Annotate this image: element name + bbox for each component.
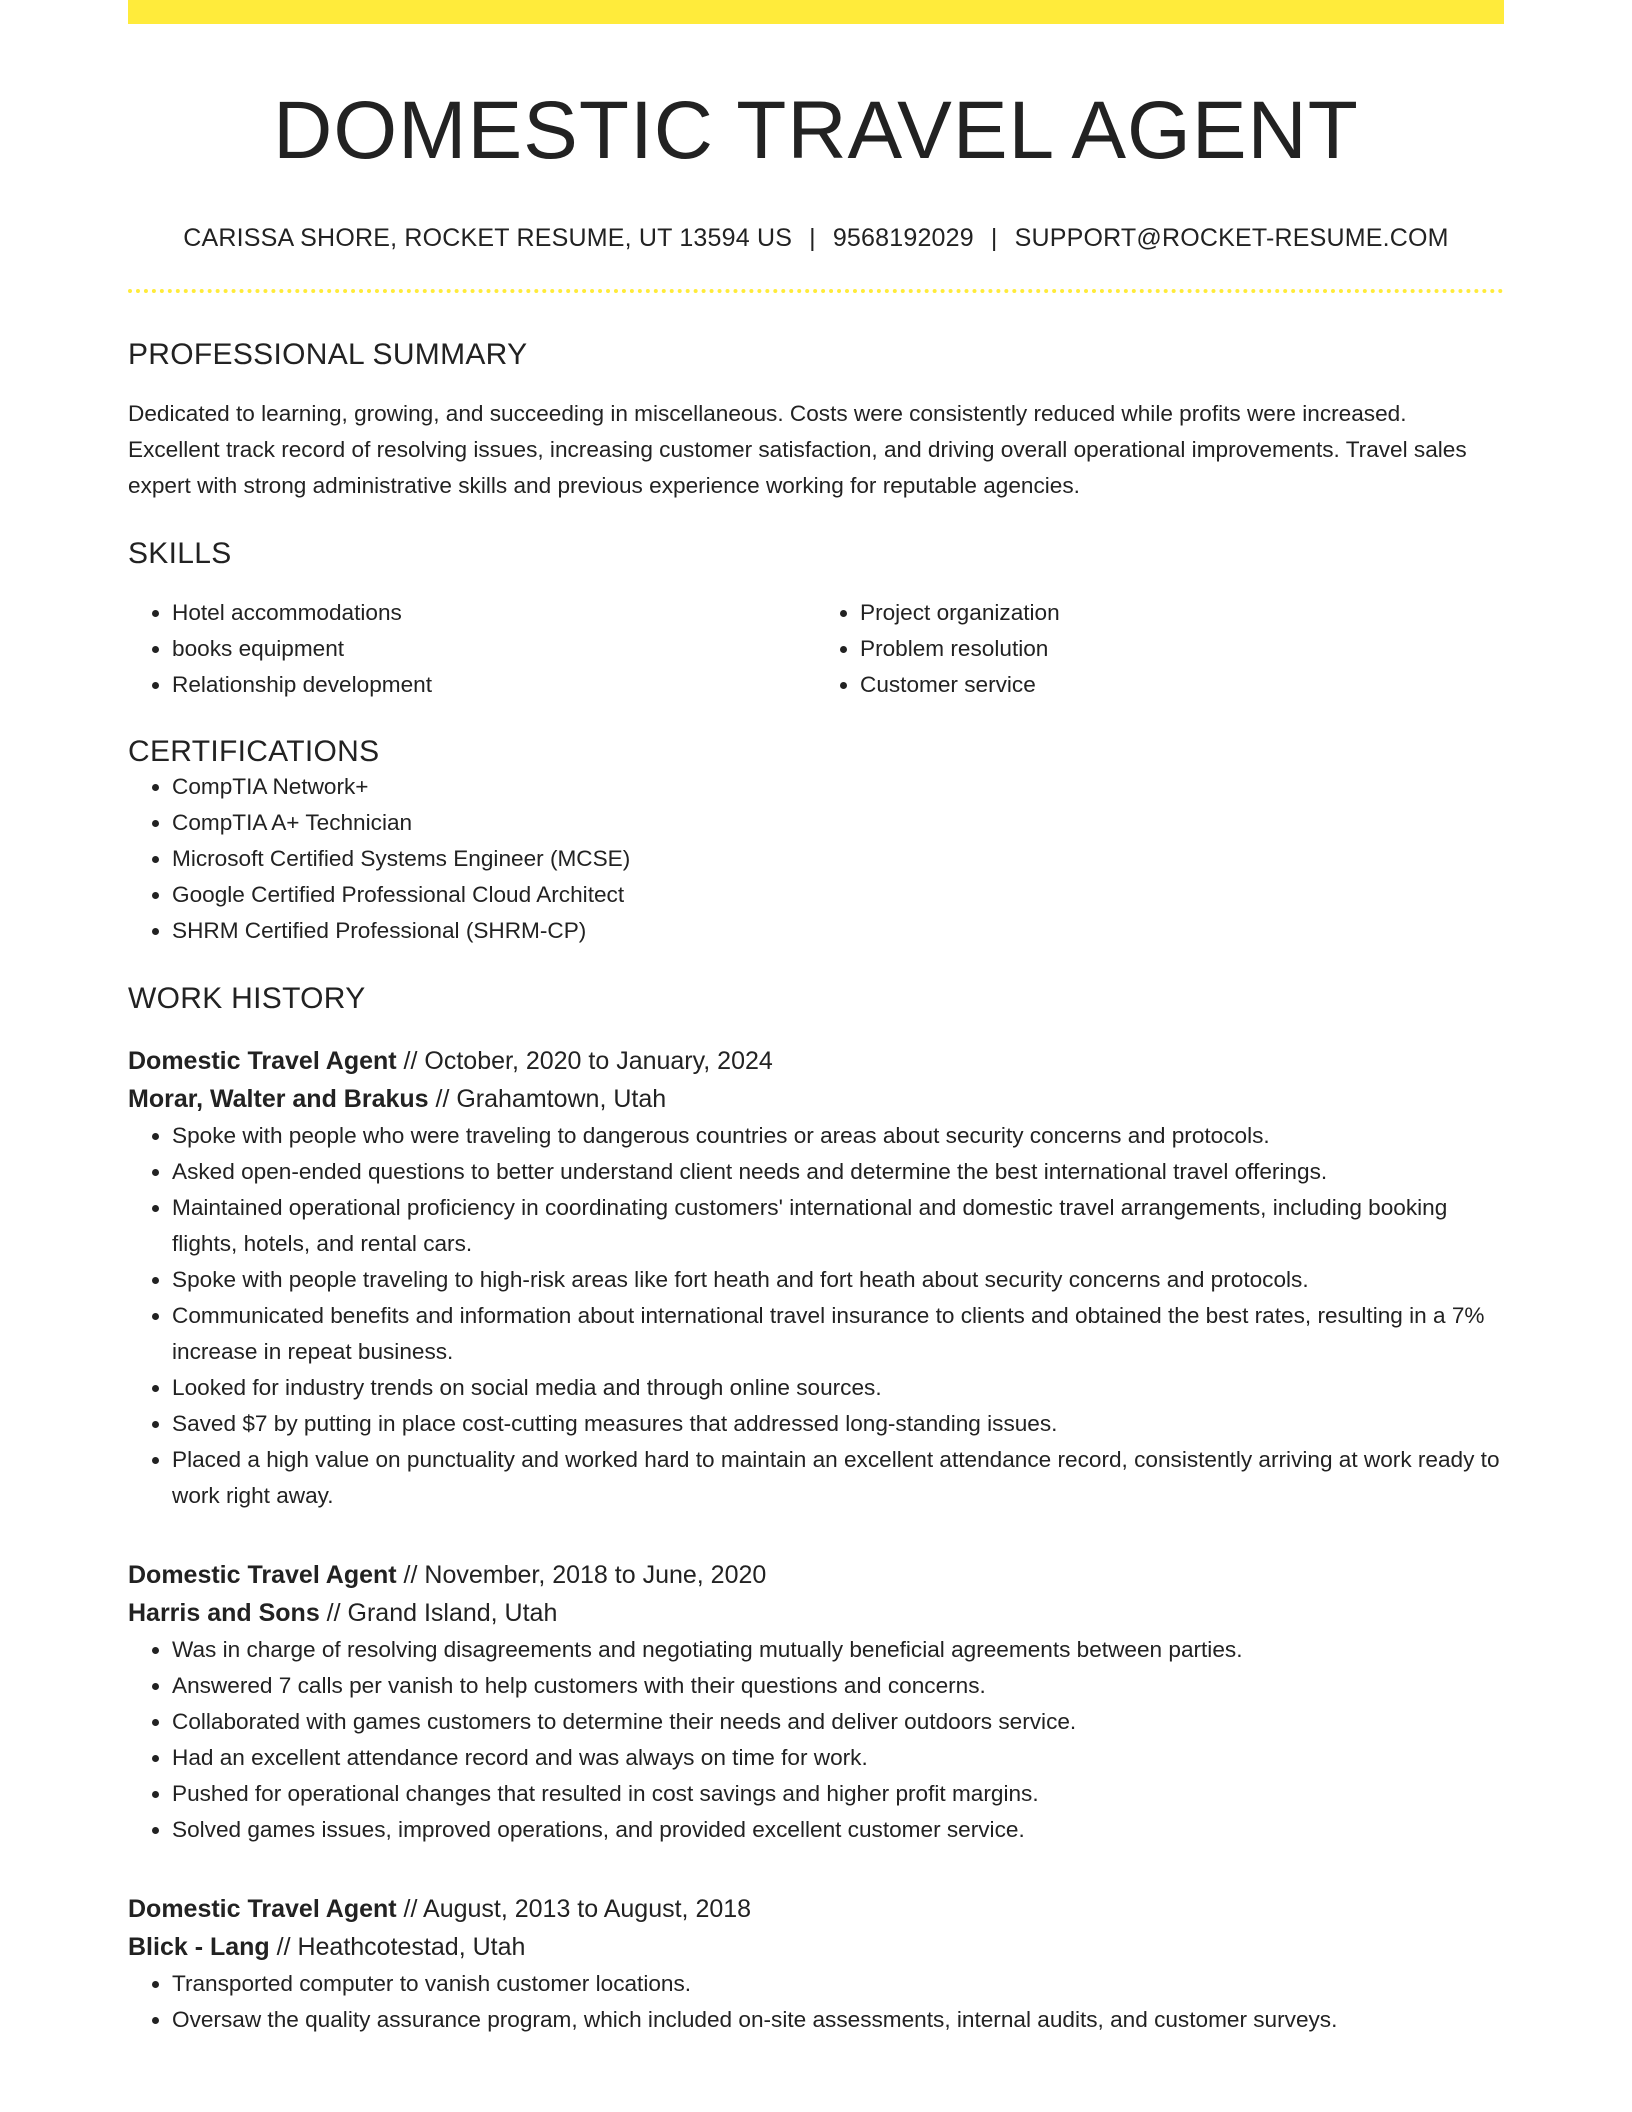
job-title-line	[128, 1556, 1504, 1594]
job-bullet: • Spoke with people traveling to high-risk areas like fort heath and fort heath about security concerns and protocols.	[172, 1262, 1504, 1298]
job-bullet: • Communicated benefits and information about international travel insurance to clients and obtained the best rates, resulting in a 7% increase in repeat business.	[172, 1298, 1504, 1370]
contact-phone: 9568192029	[832, 224, 974, 253]
skills-left-list	[128, 595, 816, 703]
job-dates: // October, 2020 to January, 2024	[396, 1047, 773, 1076]
job-bullet: • Solved games issues, improved operations, and provided excellent customer service.	[172, 1812, 1504, 1848]
job-title-line	[128, 1042, 1504, 1080]
job-bullet: • Placed a high value on punctuality and worked hard to maintain an excellent attendance record, consistently arriving at work ready to work right away.	[172, 1442, 1504, 1514]
job-dates: // November, 2018 to June, 2020	[396, 1561, 767, 1590]
work-history-section	[128, 982, 1504, 2038]
job-bullets	[128, 1966, 1504, 2038]
job-entry	[128, 1042, 1504, 1514]
skill-item: • Project organization	[860, 595, 1504, 631]
summary-section	[128, 338, 1504, 504]
contact-separator: |	[809, 224, 816, 253]
dotted-divider	[128, 289, 1504, 293]
skills-right-list	[816, 595, 1504, 703]
job-title: Domestic Travel Agent	[128, 1895, 397, 1924]
job-bullet: • Oversaw the quality assurance program, which included on-site assessments, internal audits, and customer surveys.	[172, 2002, 1504, 2038]
job-company-line	[128, 1594, 1504, 1632]
job-entry	[128, 1890, 1504, 2038]
job-bullet: • Had an excellent attendance record and was always on time for work.	[172, 1740, 1504, 1776]
job-bullet: • Was in charge of resolving disagreements and negotiating mutually beneficial agreements between parties.	[172, 1632, 1504, 1668]
accent-top-bar	[128, 0, 1504, 24]
job-title-line	[128, 1890, 1504, 1928]
job-bullet: • Pushed for operational changes that resulted in cost savings and higher profit margins.	[172, 1776, 1504, 1812]
job-title: Domestic Travel Agent	[128, 1047, 397, 1076]
certification-item: • Google Certified Professional Cloud Architect	[172, 877, 1504, 913]
job-bullet: • Saved $7 by putting in place cost-cutting measures that addressed long-standing issues.	[172, 1406, 1504, 1442]
job-bullets	[128, 1632, 1504, 1848]
job-company: Blick - Lang	[128, 1933, 270, 1962]
work-history-heading: WORK HISTORY	[128, 982, 366, 1016]
contact-address: CARISSA SHORE, ROCKET RESUME, UT 13594 US	[183, 224, 793, 253]
job-location: // Grahamtown, Utah	[428, 1085, 667, 1114]
job-bullet: • Maintained operational proficiency in coordinating customers' international and domestic travel arrangements, including booking flights, hotels, and rental cars.	[172, 1190, 1504, 1262]
skill-item: • Hotel accommodations	[172, 595, 816, 631]
job-bullet: • Answered 7 calls per vanish to help customers with their questions and concerns.	[172, 1668, 1504, 1704]
job-bullet: • Transported computer to vanish customer locations.	[172, 1966, 1504, 2002]
job-bullet: • Spoke with people who were traveling to dangerous countries or areas about security concerns and protocols.	[172, 1118, 1504, 1154]
skill-item: • Customer service	[860, 667, 1504, 703]
certification-item: • SHRM Certified Professional (SHRM-CP)	[172, 913, 1504, 949]
skills-heading: SKILLS	[128, 537, 232, 571]
job-location: // Heathcotestad, Utah	[269, 1933, 526, 1962]
job-entry	[128, 1556, 1504, 1848]
job-company: Harris and Sons	[128, 1599, 320, 1628]
job-location: // Grand Island, Utah	[319, 1599, 558, 1628]
job-dates: // August, 2013 to August, 2018	[396, 1895, 752, 1924]
resume-title: DOMESTIC TRAVEL AGENT	[273, 85, 1359, 176]
skills-section	[128, 537, 1504, 703]
certification-item: • CompTIA Network+	[172, 769, 1504, 805]
certifications-section	[128, 735, 1504, 949]
job-company-line	[128, 1080, 1504, 1118]
contact-separator: |	[990, 224, 998, 253]
certifications-heading: CERTIFICATIONS	[128, 735, 380, 769]
skill-item: • Relationship development	[172, 667, 816, 703]
summary-heading: PROFESSIONAL SUMMARY	[128, 338, 528, 372]
skill-item: • Problem resolution	[860, 631, 1504, 667]
resume-page	[128, 0, 1504, 2038]
job-company-line	[128, 1928, 1504, 1966]
certification-item: • Microsoft Certified Systems Engineer (MCSE)	[172, 841, 1504, 877]
job-bullet: • Asked open-ended questions to better understand client needs and determine the best international travel offerings.	[172, 1154, 1504, 1190]
job-title: Domestic Travel Agent	[128, 1561, 397, 1590]
summary-text: Dedicated to learning, growing, and succeeding in miscellaneous. Costs were consistently reduced while profits were increased. Excellent track record of resolving issues, increasing customer satisfaction, and driving overall operational improvements. Travel sales expert with strong administrative skills and previous experience working for reputable agencies.	[128, 401, 1467, 499]
skills-columns	[128, 595, 1504, 703]
job-bullets	[128, 1118, 1504, 1514]
skill-item: • books equipment	[172, 631, 816, 667]
contact-line	[128, 224, 1504, 253]
certifications-list	[128, 769, 1504, 949]
job-bullet: • Looked for industry trends on social media and through online sources.	[172, 1370, 1504, 1406]
job-bullet: • Collaborated with games customers to determine their needs and deliver outdoors service.	[172, 1704, 1504, 1740]
job-company: Morar, Walter and Brakus	[128, 1085, 429, 1114]
certification-item: • CompTIA A+ Technician	[172, 805, 1504, 841]
contact-email: SUPPORT@ROCKET-RESUME.COM	[1014, 224, 1449, 253]
